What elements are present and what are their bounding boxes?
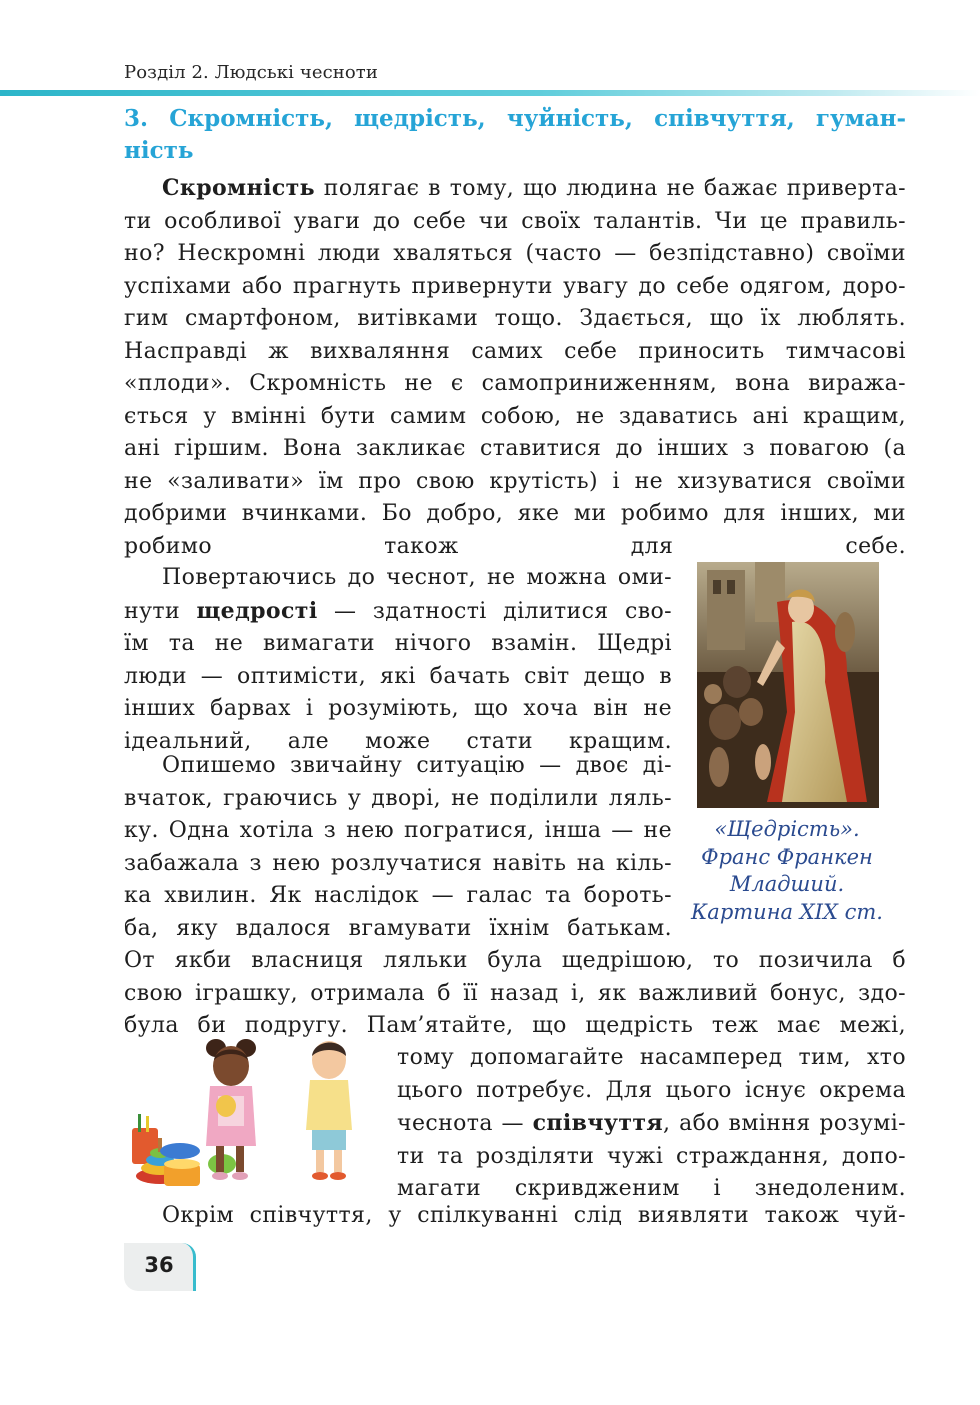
paragraph-line: нути щедрості — здатності ділитися сво- xyxy=(124,597,672,624)
caption-line: Франс Франкен xyxy=(701,844,873,869)
paragraph-line: гим смартфоном, витівками тощо. Здається, що їх люблять. xyxy=(124,306,906,331)
paragraph-line: чеснота — співчуття, або вміння розумі- xyxy=(397,1110,906,1136)
paragraph-line: ти та розділяти чужі страждання, допо- xyxy=(397,1143,906,1169)
painting-caption xyxy=(680,816,894,926)
section-title-line-1: 3. Скромність, щедрість, чуйність, співчуття, гуман- xyxy=(124,105,906,132)
paragraph-line: успіхами або прагнуть привернути увагу до себе одягом, доро- xyxy=(124,273,906,299)
paragraph-line: не «заливати» їм про свою крутість) і не хизуватися своїми xyxy=(124,468,906,494)
paragraph-line: свою іграшку, отримала б її назад і, як важливий бонус, здо- xyxy=(124,980,906,1006)
page-number: 36 xyxy=(144,1253,174,1277)
paragraph-line: їм та не вимагати нічого взамін. Щедрі xyxy=(124,631,672,656)
paragraph-line: забажала з нею розлучатися навіть на кіль- xyxy=(124,850,672,876)
page-number-box xyxy=(124,1243,196,1291)
paragraph-line: Насправді ж вихваляння самих себе приносить тимчасові xyxy=(124,338,906,364)
paragraph-line: ється у вмінні бути самим собою, не здаватись ані кращим, xyxy=(124,403,906,429)
caption-line: «Щедрість». xyxy=(714,817,860,841)
paragraph-modesty xyxy=(124,172,906,563)
section-title xyxy=(124,103,906,167)
paragraph-line: ані гіршим. Вона закликає ставитися до інших з повагою (а xyxy=(124,436,906,461)
paragraph-line: тому допомагайте насамперед тим, хто xyxy=(397,1045,906,1070)
paragraph-line: була би подругу. Пам’ятайте, що щедрість теж має межі, xyxy=(124,1013,906,1038)
term-modesty: Скромність xyxy=(162,175,315,201)
paragraph-line: робимо також для себе. xyxy=(124,533,906,559)
painting-generosity xyxy=(697,562,879,808)
paragraph-line: «плоди». Скромність не є самоприниженням, вона виража- xyxy=(124,371,906,396)
paragraph-situation-a xyxy=(124,750,672,945)
caption-line: Младший. xyxy=(729,872,845,896)
paragraph-line: От якби власниця ляльки була щедрішою, то позичила б xyxy=(124,948,906,973)
paragraph-sensitivity xyxy=(124,1200,906,1233)
paragraph-line: люди — оптимісти, які бачать світ дещо в xyxy=(124,663,672,689)
paragraph-line: інших барвах і розуміють, що хоча він не xyxy=(124,696,672,721)
paragraph-line: ба, яку вдалося вгамувати їхнім батькам. xyxy=(124,915,672,941)
paragraph-line: ідеальний, але може стати кращим. xyxy=(124,728,672,754)
term-generosity: щедрості xyxy=(196,597,318,624)
paragraph-line: магати скривдженим і знедоленим. xyxy=(397,1176,906,1201)
paragraph-situation-c xyxy=(397,1042,906,1206)
paragraph-line: Скромність полягає в тому, що людина не бажає приверта- xyxy=(162,175,906,201)
term-compassion: співчуття xyxy=(532,1110,664,1136)
paragraph-line: ку. Одна хотіла з нею погратися, інша — не xyxy=(124,818,672,843)
chapter-header: Розділ 2. Людські чесноти xyxy=(124,62,378,83)
paragraph-line: но? Нескромні люди хваляться (часто — безпідставно) своїми xyxy=(124,241,906,266)
paragraph-line: вчаток, граючись у дворі, не поділили ляль- xyxy=(124,785,672,811)
section-title-line-2: ність xyxy=(124,137,194,164)
paragraph-line: ка хвилин. Як наслідок — галас та бороть- xyxy=(124,883,672,908)
header-rule xyxy=(0,90,980,96)
paragraph-situation-b xyxy=(124,945,906,1043)
paragraph-line: Повертаючись до чеснот, не можна оми- xyxy=(162,565,672,590)
paragraph-line: Окрім співчуття, у спілкуванні слід виявляти також чуй- xyxy=(162,1203,906,1228)
paragraph-generosity xyxy=(124,562,672,758)
caption-line: Картина XIX ст. xyxy=(691,899,883,924)
paragraph-line: цього потребує. Для цього існує окрема xyxy=(397,1077,906,1103)
paragraph-line: добрими вчинками. Бо добро, яке ми робимо для інших, ми xyxy=(124,501,906,526)
kids-illustration xyxy=(124,1036,382,1194)
painting-image xyxy=(697,562,879,808)
paragraph-line: Опишемо звичайну ситуацію — двоє ді- xyxy=(162,753,672,778)
kids-image xyxy=(124,1036,382,1194)
paragraph-line: ти особливої уваги до себе чи своїх талантів. Чи це правиль- xyxy=(124,208,906,234)
